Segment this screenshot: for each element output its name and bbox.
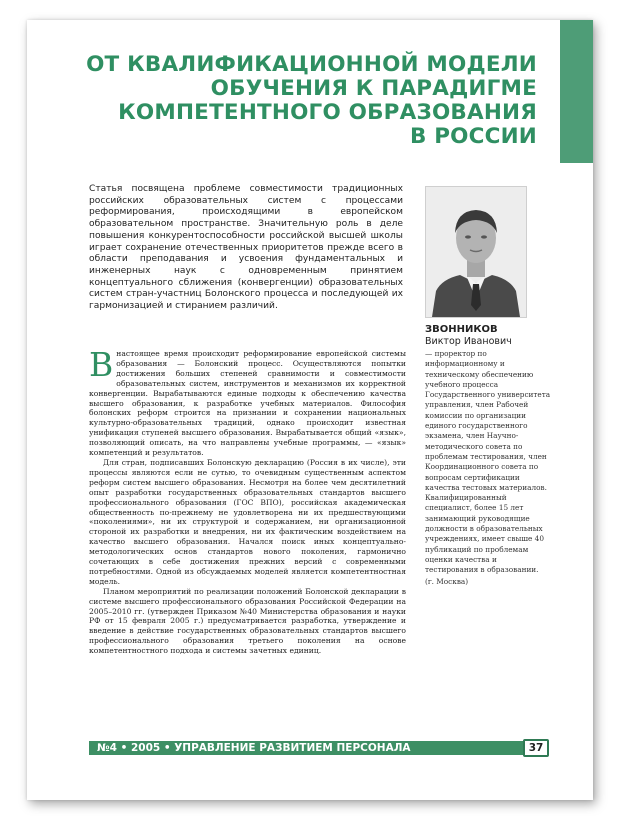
author-photo xyxy=(425,186,527,318)
page-edge-tab xyxy=(560,20,593,163)
body-paragraph: Планом мероприятий по реализации положений Болонской декларации в системе высшего профессионального образования Российской Федерации на 2005–2010 гг. (утвержден Приказом №40 Министерства образования и науки РФ от 15 февраля 2005 г.) предусматривается разработка, утверждение и введение в действие государственных образовательных стандартов высшего профессионального образования третьего поколения на основе компетентностного подхода и системы зачетных единиц. xyxy=(89,586,406,656)
body-paragraph: Для стран, подписавших Болонскую декларацию (Россия в их числе), эти процессы являются если не сутью, то очевидным существенным аспектом реформ систем высшего образования. Несмотря на более чем десятилетний опыт разработки государственных образовательных стандартов высшего профессионального образования (ГОС ВПО), российская академическая общественность по-прежнему не удовлетворена ни их предшествующими «поколениями», ни их структурой и содержанием, ни организационной стороной их разработки и внедрения, ни их фактическим воздействием на качество высшего образования. Начался поиск иных концептуально-методологических основ стандартов нового поколения, гармонично сочетающих в себе достижения прежних версий с современными потребностями. Одной из обсуждаемых моделей является компетентностная модель. xyxy=(89,457,406,586)
article-title xyxy=(67,53,537,149)
footer-bar xyxy=(89,741,549,755)
article-abstract: Статья посвящена проблеме совместимости традиционных российских образовательных систем с процессами реформирования, происходящими в европейском образовательном пространстве. Значительную роль в деле повышения конкурентоспособности российской высшей школы играет сохранение отечественных приоритетов прежде всего в области преподавания и усвоения фундаментальных и инженерных наук с одновременным принятием концептуального сближения (конвергенции) образовательных систем стран-участниц Болонского процесса и последующей их гармонизацией и стиранием различий. xyxy=(89,184,403,312)
title-line-3: КОМПЕТЕНТНОГО ОБРАЗОВАНИЯ xyxy=(118,100,537,125)
magazine-page xyxy=(27,20,593,800)
author-portrait-icon xyxy=(426,187,526,317)
article-body xyxy=(89,345,406,656)
title-line-4: В РОССИИ xyxy=(409,124,537,149)
author-city: (г. Москва) xyxy=(425,576,469,586)
paragraph-text: настоящее время происходит реформирование европейской системы образования — Болонский процесс. Осуществляются попытки достижения больших степеней сравнимости и совместимости образовательных систем, инструментов и механизмов их корректной конвергенции. Вырабатываются единые подходы к обеспечению качества высшего образования, к разработке учебных материалов. Философия болонских реформ строится на признании и сохранении национальных культурно-образовательных традиций, однако происходит известная унификация ступеней высшего образования. Вырабатывается общий «язык», позволяющий описать, на что направлены учебные программы, — «язык» компетенций и результатов. xyxy=(89,349,406,458)
body-paragraph xyxy=(89,345,406,458)
footer-text: №4 • 2005 • УПРАВЛЕНИЕ РАЗВИТИЕМ ПЕРСОНАЛА xyxy=(97,742,411,754)
drop-cap: В xyxy=(89,345,114,384)
title-line-1: ОТ КВАЛИФИКАЦИОННОЙ МОДЕЛИ xyxy=(86,52,537,77)
page-number: 37 xyxy=(523,739,549,757)
title-line-2: ОБУЧЕНИЯ К ПАРАДИГМЕ xyxy=(210,76,537,101)
author-block xyxy=(425,324,551,587)
author-patronymic: Виктор Иванович xyxy=(425,336,512,347)
author-bio: — проректор по информационному и техническому обеспечению учебного процесса Государственного университета управления, член Рабочей комиссии по организации единого государственного экзамена, член Научно-методического совета по проблемам тестирования, член Координационного совета по вопросам сертификации качества тестовых материалов. Квалифицированный специалист, более 15 лет занимающий руководящие должности в образовательных учреждениях, имеет свыше 40 публикаций по проблемам оценки качества и тестирования в образовании. xyxy=(425,349,551,575)
author-name: ЗВОННИКОВ xyxy=(425,324,498,335)
